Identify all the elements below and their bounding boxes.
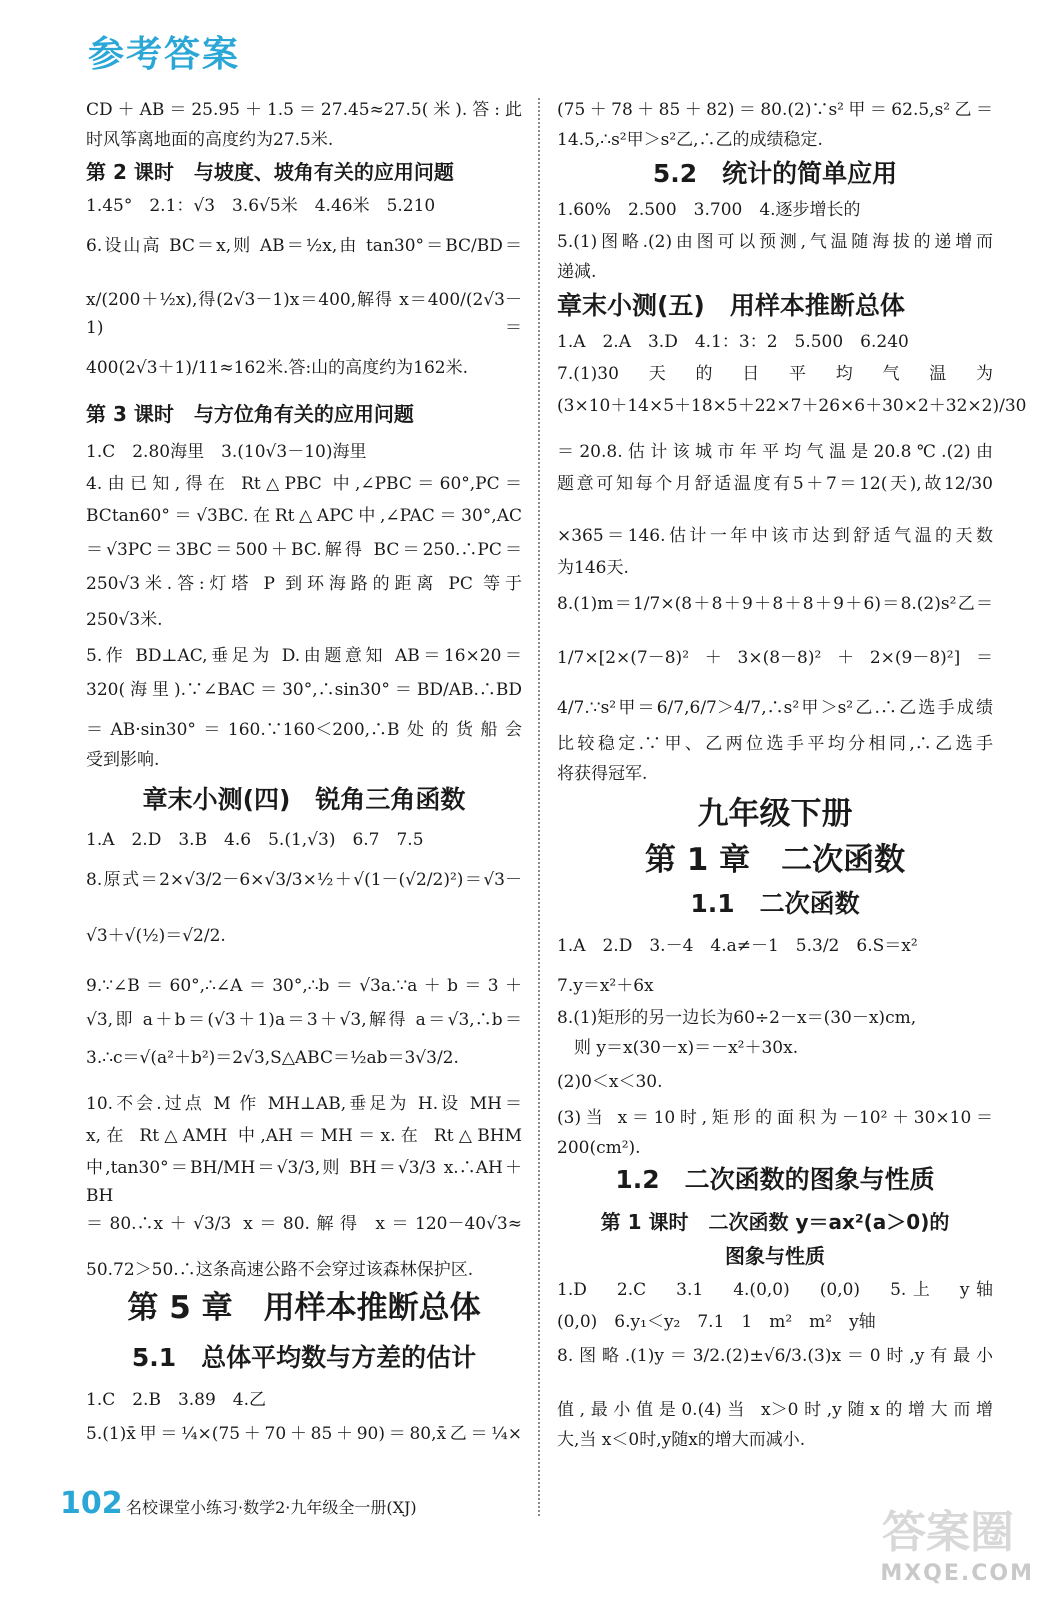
right-line: 5.2 统计的简单应用	[652, 159, 898, 188]
left-line: ＝80.∴x＋√3/3 x＝80.解得 x＝120－40√3≈	[86, 1214, 522, 1234]
left-line: x/(200＋½x),得(2√3－1)x＝400,解得 x＝400/(2√3－1)＝	[86, 290, 522, 338]
book-title: 名校课堂小练习·数学2·九年级全一册(XJ)	[126, 1498, 417, 1517]
left-line: 3.∴c＝√(a²＋b²)＝2√3,S△ABC＝½ab＝3√3/2.	[86, 1048, 459, 1068]
right-line: 1.D 2.C 3.1 4.(0,0) (0,0) 5.上 y轴	[557, 1280, 993, 1300]
right-line: 1.A 2.A 3.D 4.1：3：2 5.500 6.240	[557, 332, 909, 352]
right-line: 1.A 2.D 3.－4 4.a≠－1 5.3/2 6.S＝x²	[557, 936, 918, 956]
left-line: 8.原式＝2×√3/2－6×√3/3×½＋√(1－(√2/2)²)＝√3－	[86, 870, 522, 890]
right-line: 1.2 二次函数的图象与性质	[615, 1165, 935, 1194]
left-line: 时风筝离地面的高度约为27.5米.	[86, 130, 334, 150]
left-line: 1.45° 2.1：√3 3.6√5米 4.46米 5.210	[86, 196, 436, 216]
left-line: 4.由已知,得在 Rt△PBC 中,∠PBC＝60°,PC＝	[86, 474, 522, 494]
left-line: √3＋√(½)＝√2/2.	[86, 926, 226, 946]
left-line: 10.不会.过点 M 作 MH⊥AB,垂足为 H.设 MH＝	[86, 1094, 522, 1114]
right-line: 第 1 课时 二次函数 y＝ax²(a＞0)的	[600, 1210, 950, 1234]
left-line: 受到影响.	[86, 750, 160, 770]
right-line: 4/7.∵s²甲＝6/7,6/7＞4/7,∴s²甲＞s²乙.∴乙选手成绩	[557, 698, 993, 718]
right-line: 大,当 x＜0时,y随x的增大而减小.	[557, 1430, 806, 1450]
right-line: 将获得冠军.	[557, 764, 648, 784]
right-line: (2)0＜x＜30.	[557, 1072, 663, 1092]
right-line: 题意可知每个月舒适温度有5＋7＝12(天),故12/30	[557, 474, 993, 494]
right-line: 章末小测(五) 用样本推断总体	[557, 291, 905, 320]
left-line: ＝AB·sin30°＝160.∵160＜200,∴B处的货船会	[86, 720, 522, 740]
right-line: 5.(1)图略.(2)由图可以预测,气温随海拔的递增而	[557, 232, 993, 252]
right-line: 200(cm²).	[557, 1138, 641, 1158]
right-line: 8.图略.(1)y＝3/2.(2)±√6/3.(3)x＝0时,y有最小	[557, 1346, 993, 1366]
right-line: 图象与性质	[725, 1244, 825, 1268]
left-line: 第 3 课时 与方位角有关的应用问题	[86, 402, 414, 426]
left-line: 320(海里).∵∠BAC＝30°,∴sin30°＝BD/AB.∴BD	[86, 680, 522, 700]
left-line: 9.∵∠B＝60°,∴∠A＝30°,∴b＝√3a.∵a＋b＝3＋	[86, 976, 522, 996]
column-divider	[538, 98, 541, 1516]
right-line: ×365＝146.估计一年中该市达到舒适气温的天数	[557, 526, 993, 546]
right-line: 比较稳定.∵甲、乙两位选手平均分相同,∴乙选手	[557, 734, 993, 754]
right-line: 值,最小值是0.(4)当 x＞0时,y随x的增大而增	[557, 1400, 993, 1420]
left-line: 250√3米.	[86, 610, 163, 630]
right-line: 7.(1)30 天 的 日 平 均 气 温 为	[557, 364, 993, 384]
left-line: √3,即 a＋b＝(√3＋1)a＝3＋√3,解得 a＝√3,∴b＝	[86, 1010, 522, 1030]
left-line: 5.1 总体平均数与方差的估计	[131, 1343, 477, 1372]
left-line: 第 2 课时 与坡度、坡角有关的应用问题	[86, 160, 454, 184]
left-line: 5.(1)x̄甲＝¼×(75＋70＋85＋90)＝80,x̄乙＝¼×	[86, 1424, 522, 1444]
right-line: (3)当 x＝10时,矩形的面积为－10²＋30×10＝	[557, 1108, 993, 1128]
right-line: 递减.	[557, 262, 597, 282]
left-line: 中,tan30°＝BH/MH＝√3/3,则 BH＝√3/3 x.∴AH＋BH	[86, 1158, 522, 1206]
right-line: (75＋78＋85＋82)＝80.(2)∵s²甲＝62.5,s²乙＝	[557, 100, 993, 120]
right-line: 8.(1)矩形的另一边长为60÷2－x＝(30－x)cm,	[557, 1008, 917, 1028]
right-line: 14.5,∴s²甲＞s²乙,∴乙的成绩稳定.	[557, 130, 823, 150]
right-line: 则 y＝x(30－x)＝－x²＋30x.	[557, 1038, 799, 1058]
left-line: 第 5 章 用样本推断总体	[127, 1290, 481, 1326]
left-line: 1.C 2.B 3.89 4.乙	[86, 1390, 267, 1410]
right-line: 8.(1)m＝1/7×(8＋8＋9＋8＋8＋9＋6)＝8.(2)s²乙＝	[557, 594, 993, 614]
page-number: 102	[60, 1486, 123, 1521]
left-line: 1.A 2.D 3.B 4.6 5.(1,√3) 6.7 7.5	[86, 830, 424, 850]
left-line: 章末小测(四) 锐角三角函数	[142, 785, 466, 814]
right-line: 1.1 二次函数	[690, 889, 860, 918]
left-line: 1.C 2.80海里 3.(10√3－10)海里	[86, 442, 367, 462]
right-line: 7.y＝x²＋6x	[557, 976, 654, 996]
right-line: (0,0) 6.y₁＜y₂ 7.1 1 m² m² y轴	[557, 1312, 876, 1332]
watermark-logo: 答案圈	[882, 1507, 1014, 1558]
right-line: 九年级下册	[697, 796, 853, 832]
right-line: 为146天.	[557, 558, 629, 578]
right-line: ＝20.8.估计该城市年平均气温是20.8℃.(2)由	[557, 442, 993, 462]
right-line: (3×10＋14×5＋18×5＋22×7＋26×6＋30×2＋32×2)/30	[557, 396, 1027, 416]
left-line: ＝√3PC＝3BC＝500＋BC.解得 BC＝250.∴PC＝	[86, 540, 522, 560]
section-header: 参考答案	[88, 34, 241, 75]
left-line: 400(2√3＋1)/11≈162米.答:山的高度约为162米.	[86, 358, 469, 378]
left-line: CD＋AB＝25.95＋1.5＝27.45≈27.5(米).答:此	[86, 100, 522, 120]
left-line: BCtan60°＝√3BC.在Rt△APC中,∠PAC＝30°,AC	[86, 506, 522, 526]
right-line: 1.60% 2.500 3.700 4.逐步增长的	[557, 200, 861, 220]
left-line: x,在 Rt△AMH 中,AH＝MH＝x.在 Rt△BHM	[86, 1126, 522, 1146]
right-line: 第 1 章 二次函数	[644, 842, 906, 878]
left-line: 50.72＞50.∴这条高速公路不会穿过该森林保护区.	[86, 1260, 474, 1280]
left-line: 250√3米.答:灯塔 P 到环海路的距离 PC 等于	[86, 574, 522, 594]
right-line: 1/7×[2×(7－8)²＋3×(8－8)²＋2×(9－8)²]＝	[557, 648, 993, 668]
watermark-site: MXQE.COM	[880, 1561, 1034, 1586]
left-line: 5.作 BD⊥AC,垂足为 D.由题意知 AB＝16×20＝	[86, 646, 522, 666]
left-line: 6.设山高 BC＝x,则 AB＝½x,由 tan30°＝BC/BD＝	[86, 236, 522, 256]
